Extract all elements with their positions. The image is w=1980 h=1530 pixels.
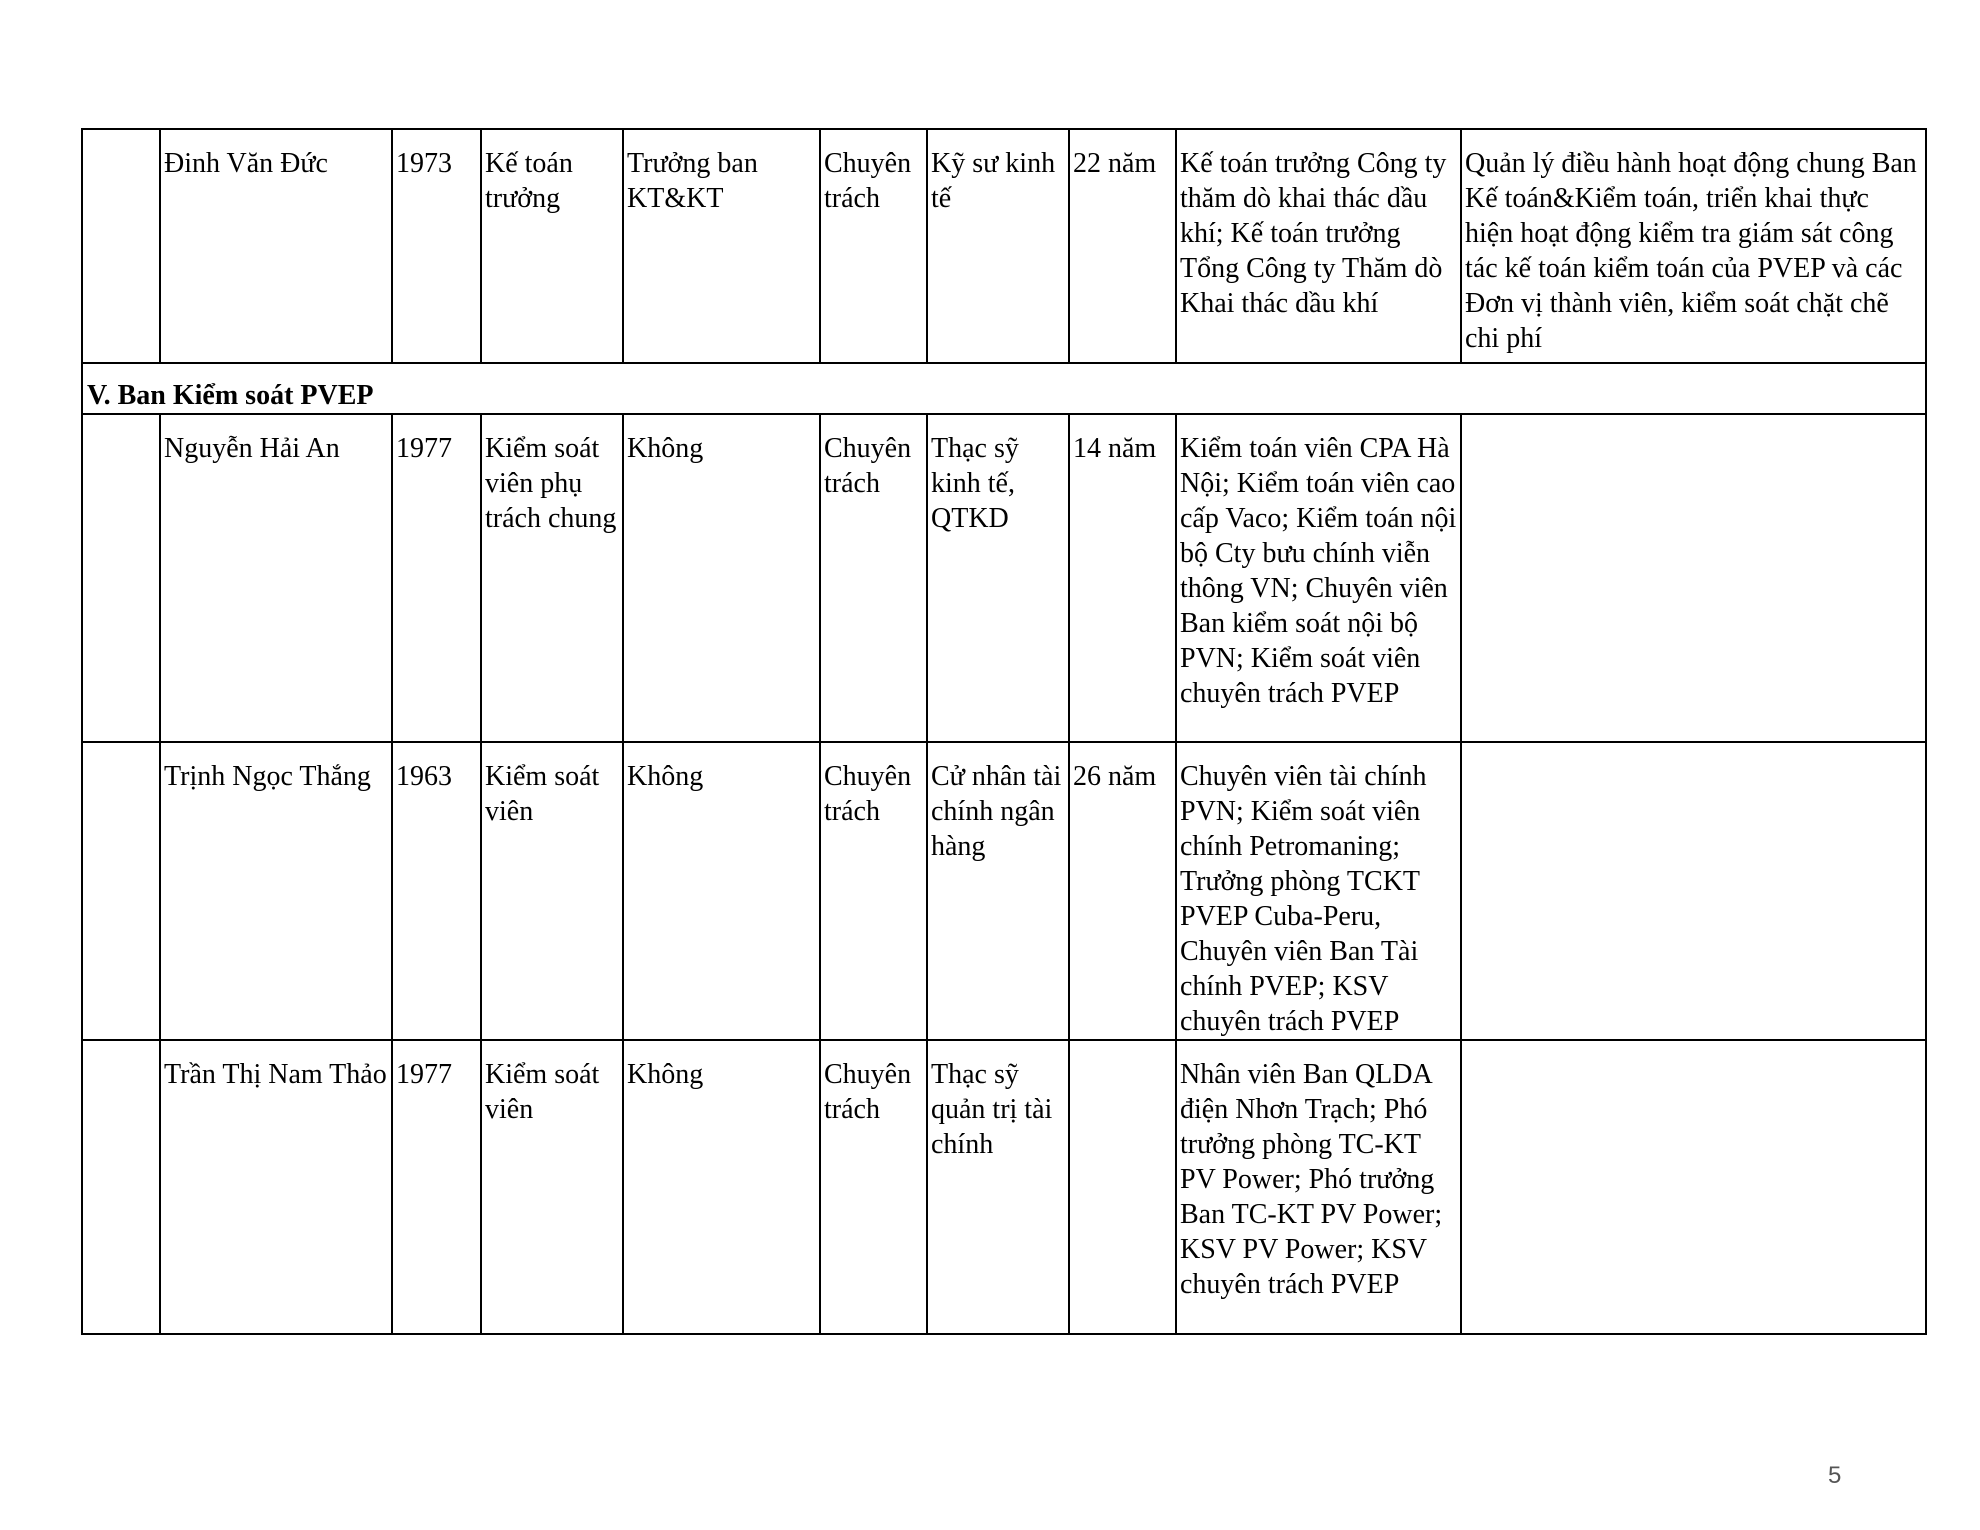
stt-cell	[82, 129, 160, 363]
section-title: V. Ban Kiểm soát PVEP	[82, 363, 1926, 414]
responsibility-cell	[1461, 414, 1926, 742]
work-history-cell: Nhân viên Ban QLDA điện Nhơn Trạch; Phó trưởng phòng TC-KT PV Power; Phó trưởng Ban TC-KT PV Power; KSV PV Power; KSV chuyên trách PVEP	[1176, 1040, 1461, 1334]
degree-cell: Thạc sỹ quản trị tài chính	[927, 1040, 1069, 1334]
personnel-table	[81, 128, 1927, 1335]
degree-cell: Cử nhân tài chính ngân hàng	[927, 742, 1069, 1040]
table-row	[82, 414, 1926, 742]
employment-type-cell: Chuyên trách	[820, 1040, 927, 1334]
birth-year-cell: 1973	[392, 129, 481, 363]
experience-cell: 14 năm	[1069, 414, 1176, 742]
employment-type-cell: Chuyên trách	[820, 129, 927, 363]
table-row	[82, 129, 1926, 363]
position-cell: Kiểm soát viên	[481, 742, 623, 1040]
other-position-cell: Trưởng ban KT&KT	[623, 129, 820, 363]
page-number: 5	[1828, 1462, 1842, 1489]
responsibility-cell	[1461, 1040, 1926, 1334]
birth-year-cell: 1977	[392, 1040, 481, 1334]
experience-cell	[1069, 1040, 1176, 1334]
other-position-cell: Không	[623, 414, 820, 742]
work-history-cell: Kiểm toán viên CPA Hà Nội; Kiểm toán viên cao cấp Vaco; Kiểm toán nội bộ Cty bưu chính viễn thông VN; Chuyên viên Ban kiểm soát nội bộ PVN; Kiểm soát viên chuyên trách PVEP	[1176, 414, 1461, 742]
name-cell: Đinh Văn Đức	[160, 129, 392, 363]
section-header-row	[82, 363, 1926, 414]
work-history-cell: Chuyên viên tài chính PVN; Kiểm soát viên chính Petromaning; Trưởng phòng TCKT PVEP Cuba-Peru, Chuyên viên Ban Tài chính PVEP; KSV chuyên trách PVEP	[1176, 742, 1461, 1040]
employment-type-cell: Chuyên trách	[820, 742, 927, 1040]
birth-year-cell: 1963	[392, 742, 481, 1040]
stt-cell	[82, 414, 160, 742]
table-row	[82, 742, 1926, 1040]
name-cell: Nguyễn Hải An	[160, 414, 392, 742]
birth-year-cell: 1977	[392, 414, 481, 742]
stt-cell	[82, 742, 160, 1040]
experience-cell: 22 năm	[1069, 129, 1176, 363]
experience-cell: 26 năm	[1069, 742, 1176, 1040]
degree-cell: Kỹ sư kinh tế	[927, 129, 1069, 363]
position-cell: Kế toán trưởng	[481, 129, 623, 363]
degree-cell: Thạc sỹ kinh tế, QTKD	[927, 414, 1069, 742]
work-history-cell: Kế toán trưởng Công ty thăm dò khai thác dầu khí; Kế toán trưởng Tổng Công ty Thăm dò Khai thác dầu khí	[1176, 129, 1461, 363]
stt-cell	[82, 1040, 160, 1334]
employment-type-cell: Chuyên trách	[820, 414, 927, 742]
responsibility-cell: Quản lý điều hành hoạt động chung Ban Kế toán&Kiểm toán, triển khai thực hiện hoạt động kiểm tra giám sát công tác kế toán kiểm toán của PVEP và các Đơn vị thành viên, kiểm soát chặt chẽ chi phí	[1461, 129, 1926, 363]
responsibility-cell	[1461, 742, 1926, 1040]
name-cell: Trần Thị Nam Thảo	[160, 1040, 392, 1334]
position-cell: Kiểm soát viên phụ trách chung	[481, 414, 623, 742]
table-row	[82, 1040, 1926, 1334]
other-position-cell: Không	[623, 1040, 820, 1334]
other-position-cell: Không	[623, 742, 820, 1040]
position-cell: Kiểm soát viên	[481, 1040, 623, 1334]
name-cell: Trịnh Ngọc Thắng	[160, 742, 392, 1040]
